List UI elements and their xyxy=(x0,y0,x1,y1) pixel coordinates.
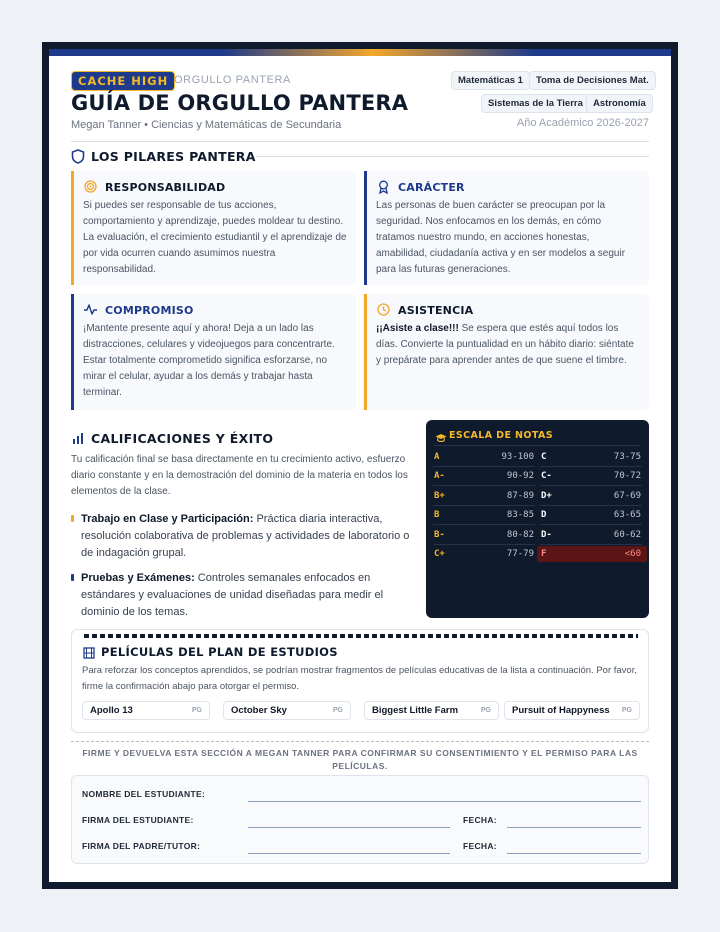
grade-row-divider xyxy=(433,466,535,467)
pulse-icon xyxy=(83,303,98,321)
pillar-card-responsabilidad xyxy=(71,171,356,285)
grade-range: 93-100 xyxy=(501,452,534,462)
pillar-card-asistencia xyxy=(364,294,649,410)
grade-range: 60-62 xyxy=(613,529,641,540)
school-badge: CACHE HIGH xyxy=(71,71,175,91)
clock-icon xyxy=(377,303,390,321)
top-stripe xyxy=(49,49,671,56)
pillar-body-text: Se espera que estés aquí todos los días. Convierte la puntualidad en un hábito diario: siéntate y prepárate para aprender antes de que suene el timbre. xyxy=(376,323,634,366)
bullet-marker xyxy=(71,574,74,581)
film-name: Pursuit of Happyness xyxy=(512,705,610,716)
student-date-line[interactable] xyxy=(507,827,641,828)
pillar-body: Si puedes ser responsable de tus acciones, comportamiento y aprendizaje, puedes moldear tu destino. La evaluación, el crecimiento estudiantil y el aprendizaje de por vida ocurren cuando asumimos nuestra responsabilidad. xyxy=(83,200,347,275)
pillar-body: ¡Mantente presente aquí y ahora! Deja a un lado las distracciones, celulares y videojuegos para concentrarte. Estar totalmente comprometido significa esforzarse, no mirar el celular, ayudar a los demás y trabajar hasta terminar. xyxy=(83,323,335,398)
student-date-label: FECHA: xyxy=(463,815,497,825)
film-name: Biggest Little Farm xyxy=(372,705,459,716)
student-signature-label: FIRMA DEL ESTUDIANTE: xyxy=(82,815,194,825)
pillar-accent-bar xyxy=(364,171,367,285)
pillars-title: LOS PILARES PANTERA xyxy=(91,149,256,164)
pillars-divider xyxy=(256,156,649,157)
pillar-card-caracter xyxy=(364,171,649,285)
academic-year: Año Académico 2026-2027 xyxy=(516,117,649,129)
grading-item-classwork xyxy=(81,511,416,562)
course-tag: Astronomía xyxy=(586,94,653,113)
course-tag: Matemáticas 1 xyxy=(451,71,530,90)
grades-title: CALIFICACIONES Y ÉXITO xyxy=(91,431,274,446)
pillar-accent-bar xyxy=(71,171,74,285)
grade-row-divider xyxy=(433,505,535,506)
pillar-card-compromiso xyxy=(71,294,356,410)
grade-range: <60 xyxy=(624,549,641,559)
grade-letter: C- xyxy=(541,471,552,482)
grading-item-text: Práctica diaria interactiva, resolución colaborativa de problemas y actividades de laboratorio o de indagación grupal. xyxy=(81,513,410,559)
movies-section xyxy=(71,629,649,733)
movies-title: PELÍCULAS DEL PLAN DE ESTUDIOS xyxy=(101,645,338,659)
grading-item-label: Trabajo en Clase y Participación: xyxy=(81,513,254,525)
org-name: ORGULLO PANTERA xyxy=(174,74,291,86)
grade-letter: F xyxy=(541,549,547,559)
grade-range: 80-82 xyxy=(506,529,534,540)
syllabus-page xyxy=(42,42,678,889)
grading-item-tests xyxy=(81,570,416,621)
parent-date-label: FECHA: xyxy=(463,841,497,851)
page-title: GUÍA DE ORGULLO PANTERA xyxy=(71,91,409,115)
grade-row-divider xyxy=(433,524,535,525)
award-ribbon-icon xyxy=(377,180,390,199)
page-subtitle: Megan Tanner • Ciencias y Matemáticas de Secundaria xyxy=(71,119,342,131)
grade-letter: A xyxy=(434,452,440,462)
grade-letter: D+ xyxy=(541,490,552,501)
pillar-accent-bar xyxy=(364,294,367,410)
grade-scale-rows xyxy=(426,420,649,618)
bar-chart-icon xyxy=(71,432,85,450)
grade-letter: A- xyxy=(434,471,445,482)
film-rating: PG xyxy=(191,707,202,714)
film-item xyxy=(82,701,210,720)
grade-range: 77-79 xyxy=(506,549,534,559)
film-rating: PG xyxy=(621,707,632,714)
pillar-heading: CARÁCTER xyxy=(398,181,465,194)
grade-row-divider xyxy=(540,544,642,545)
course-tag: Toma de Decisiones Mat. xyxy=(529,71,656,90)
film-rating: PG xyxy=(332,707,343,714)
pillar-body: Las personas de buen carácter se preocupan por la seguridad. Nos enfocamos en los demás, en cómo tratamos nuestro mundo, en acciones honestas, amabilidad, ciudadanía activa y en ser modelos a seguir para las futuras generaciones. xyxy=(376,200,626,275)
grade-row-divider xyxy=(540,505,642,506)
grade-range: 63-65 xyxy=(613,510,641,521)
cut-line xyxy=(71,741,649,742)
film-name: Apollo 13 xyxy=(90,705,133,716)
grade-letter: D xyxy=(541,510,547,521)
grade-scale-title: ESCALA DE NOTAS xyxy=(449,430,554,441)
grade-row-divider xyxy=(433,544,535,545)
grade-row-divider xyxy=(540,466,642,467)
course-tag: Sistemas de la Tierra xyxy=(481,94,590,113)
pillar-accent-bar xyxy=(71,294,74,410)
film-name: October Sky xyxy=(231,705,287,716)
target-icon xyxy=(84,180,97,198)
pillar-heading: RESPONSABILIDAD xyxy=(105,181,226,194)
grade-range: 83-85 xyxy=(506,510,534,521)
grading-item-text: Controles semanales enfocados en estándares y evaluaciones de unidad diseñadas para medir el dominio de los temas. xyxy=(81,572,384,618)
parent-signature-line[interactable] xyxy=(248,853,450,854)
student-name-line[interactable] xyxy=(248,801,641,802)
grade-range: 73-75 xyxy=(613,452,641,462)
student-signature-line[interactable] xyxy=(248,827,450,828)
film-icon xyxy=(83,646,95,664)
pillar-heading: ASISTENCIA xyxy=(398,304,474,317)
film-rating: PG xyxy=(480,707,491,714)
grades-intro: Tu calificación final se basa directamente en tu crecimiento activo, esfuerzo diario constante y en la demostración del dominio de la materia en todos los elementos de la clase. xyxy=(71,454,408,497)
grade-range: 67-69 xyxy=(613,490,641,501)
grade-letter: C xyxy=(541,452,547,462)
signature-box xyxy=(71,775,649,864)
pillar-body-emphasis: ¡¡Asiste a clase!!! xyxy=(376,323,459,334)
pillar-body xyxy=(376,321,641,369)
student-name-label: NOMBRE DEL ESTUDIANTE: xyxy=(82,789,206,799)
grade-range: 70-72 xyxy=(613,471,641,482)
grade-range: 90-92 xyxy=(506,471,534,482)
film-item xyxy=(364,701,499,720)
grade-letter: B xyxy=(434,510,440,521)
bullet-marker xyxy=(71,515,74,522)
pillar-heading: COMPROMISO xyxy=(105,304,194,317)
movies-text: Para reforzar los conceptos aprendidos, se podrían mostrar fragmentos de películas educativas de la lista a continuación. Por favor, firme la confirmación abajo para otorgar el permiso. xyxy=(82,665,637,692)
grade-letter: D- xyxy=(541,529,552,540)
grade-range: 87-89 xyxy=(506,490,534,501)
header-divider xyxy=(71,141,649,142)
grade-letter: C+ xyxy=(434,549,445,559)
grade-letter: B- xyxy=(434,529,445,540)
film-strip-border xyxy=(84,634,638,638)
film-item xyxy=(223,701,351,720)
grading-item-label: Pruebas y Exámenes: xyxy=(81,572,195,584)
grade-scale-panel xyxy=(426,420,649,618)
parent-signature-label: FIRMA DEL PADRE/TUTOR: xyxy=(82,841,201,851)
film-item xyxy=(504,701,640,720)
shield-icon xyxy=(71,149,85,169)
grade-row-divider xyxy=(433,485,535,486)
grade-letter: B+ xyxy=(434,490,445,501)
parent-date-line[interactable] xyxy=(507,853,641,854)
return-instructions: FIRME Y DEVUELVA ESTA SECCIÓN A MEGAN TANNER PARA CONFIRMAR SU CONSENTIMIENTO Y EL PERMISO PARA LAS PELÍCULAS. xyxy=(82,748,638,771)
grade-row-divider xyxy=(540,524,642,525)
grade-row-divider xyxy=(540,485,642,486)
